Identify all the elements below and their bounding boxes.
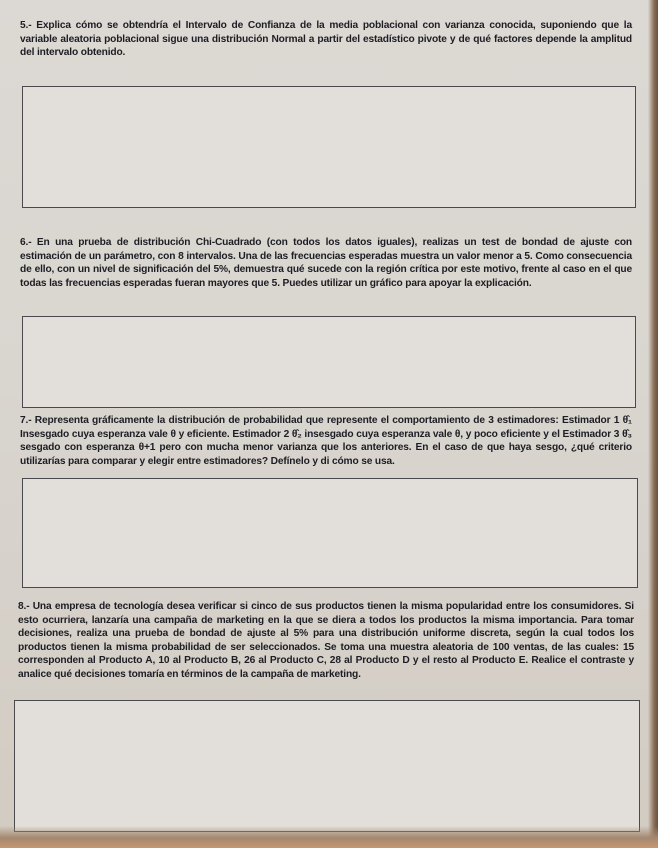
answer-box-8[interactable]	[14, 700, 640, 832]
answer-box-7[interactable]	[22, 478, 638, 588]
question-6-text: 6.- En una prueba de distribución Chi-Cuadrado (con todos los datos iguales), realizas un test de bondad de ajuste con estimación de un parámetro, con 8 intervalos. Una de las frecuencias esperadas muestra un valor menor a 5. Como consecuencia de ello, con un nivel de significación del 5%, demuestra qué sucede con la región crítica por este motivo, frente al caso en el que todas las frecuencias esperadas fueran mayores que 5. Puedes utilizar un gráfico para apoyar la explicación.	[20, 237, 632, 289]
table-surface	[0, 826, 658, 848]
page-edge-shadow	[648, 0, 658, 848]
answer-box-5[interactable]	[22, 86, 636, 208]
question-7-text: 7.- Representa gráficamente la distribución de probabilidad que represente el comportamiento de 3 estimadores: Estimador 1 θ̂₁ Insesgado cuya esperanza vale θ y eficiente. Estimador 2 θ̂₂ insesgado cuya esperanza vale θ, y poco eficiente y el Estimador 3 θ̂₃ sesgado con esperanza θ+1 pero con mucha menor varianza que los anteriores. En el caso de que haya sesgo, ¿qué criterio utilizarías para comparar y elegir entre estimadores? Defínelo y di cómo se usa.	[20, 415, 632, 467]
question-5-text: 5.- Explica cómo se obtendría el Intervalo de Confianza de la media poblacional con varianza conocida, suponiendo que la variable aleatoria poblacional sigue una distribución Normal a partir del estadístico pivote y de qué factores depende la amplitud del intervalo obtenido.	[20, 20, 632, 59]
question-8-text: 8.- Una empresa de tecnología desea verificar si cinco de sus productos tienen la misma popularidad entre los consumidores. Si esto ocurriera, lanzaría una campaña de marketing en la que se diera a todos los productos la misma importancia. Para tomar decisiones, realiza una prueba de bondad de ajuste al 5% para una distribución uniforme discreta, según la cual todos los productos tienen la misma probabilidad de ser seleccionados. Se toma una muestra aleatoria de 100 ventas, de las cuales: 15 corresponden al Producto A, 10 al Producto B, 26 al Producto C, 28 al Producto D y el resto al Producto E. Realice el contraste y analice qué decisiones tomaría en términos de la campaña de marketing.	[18, 601, 634, 680]
answer-box-6[interactable]	[22, 316, 636, 408]
